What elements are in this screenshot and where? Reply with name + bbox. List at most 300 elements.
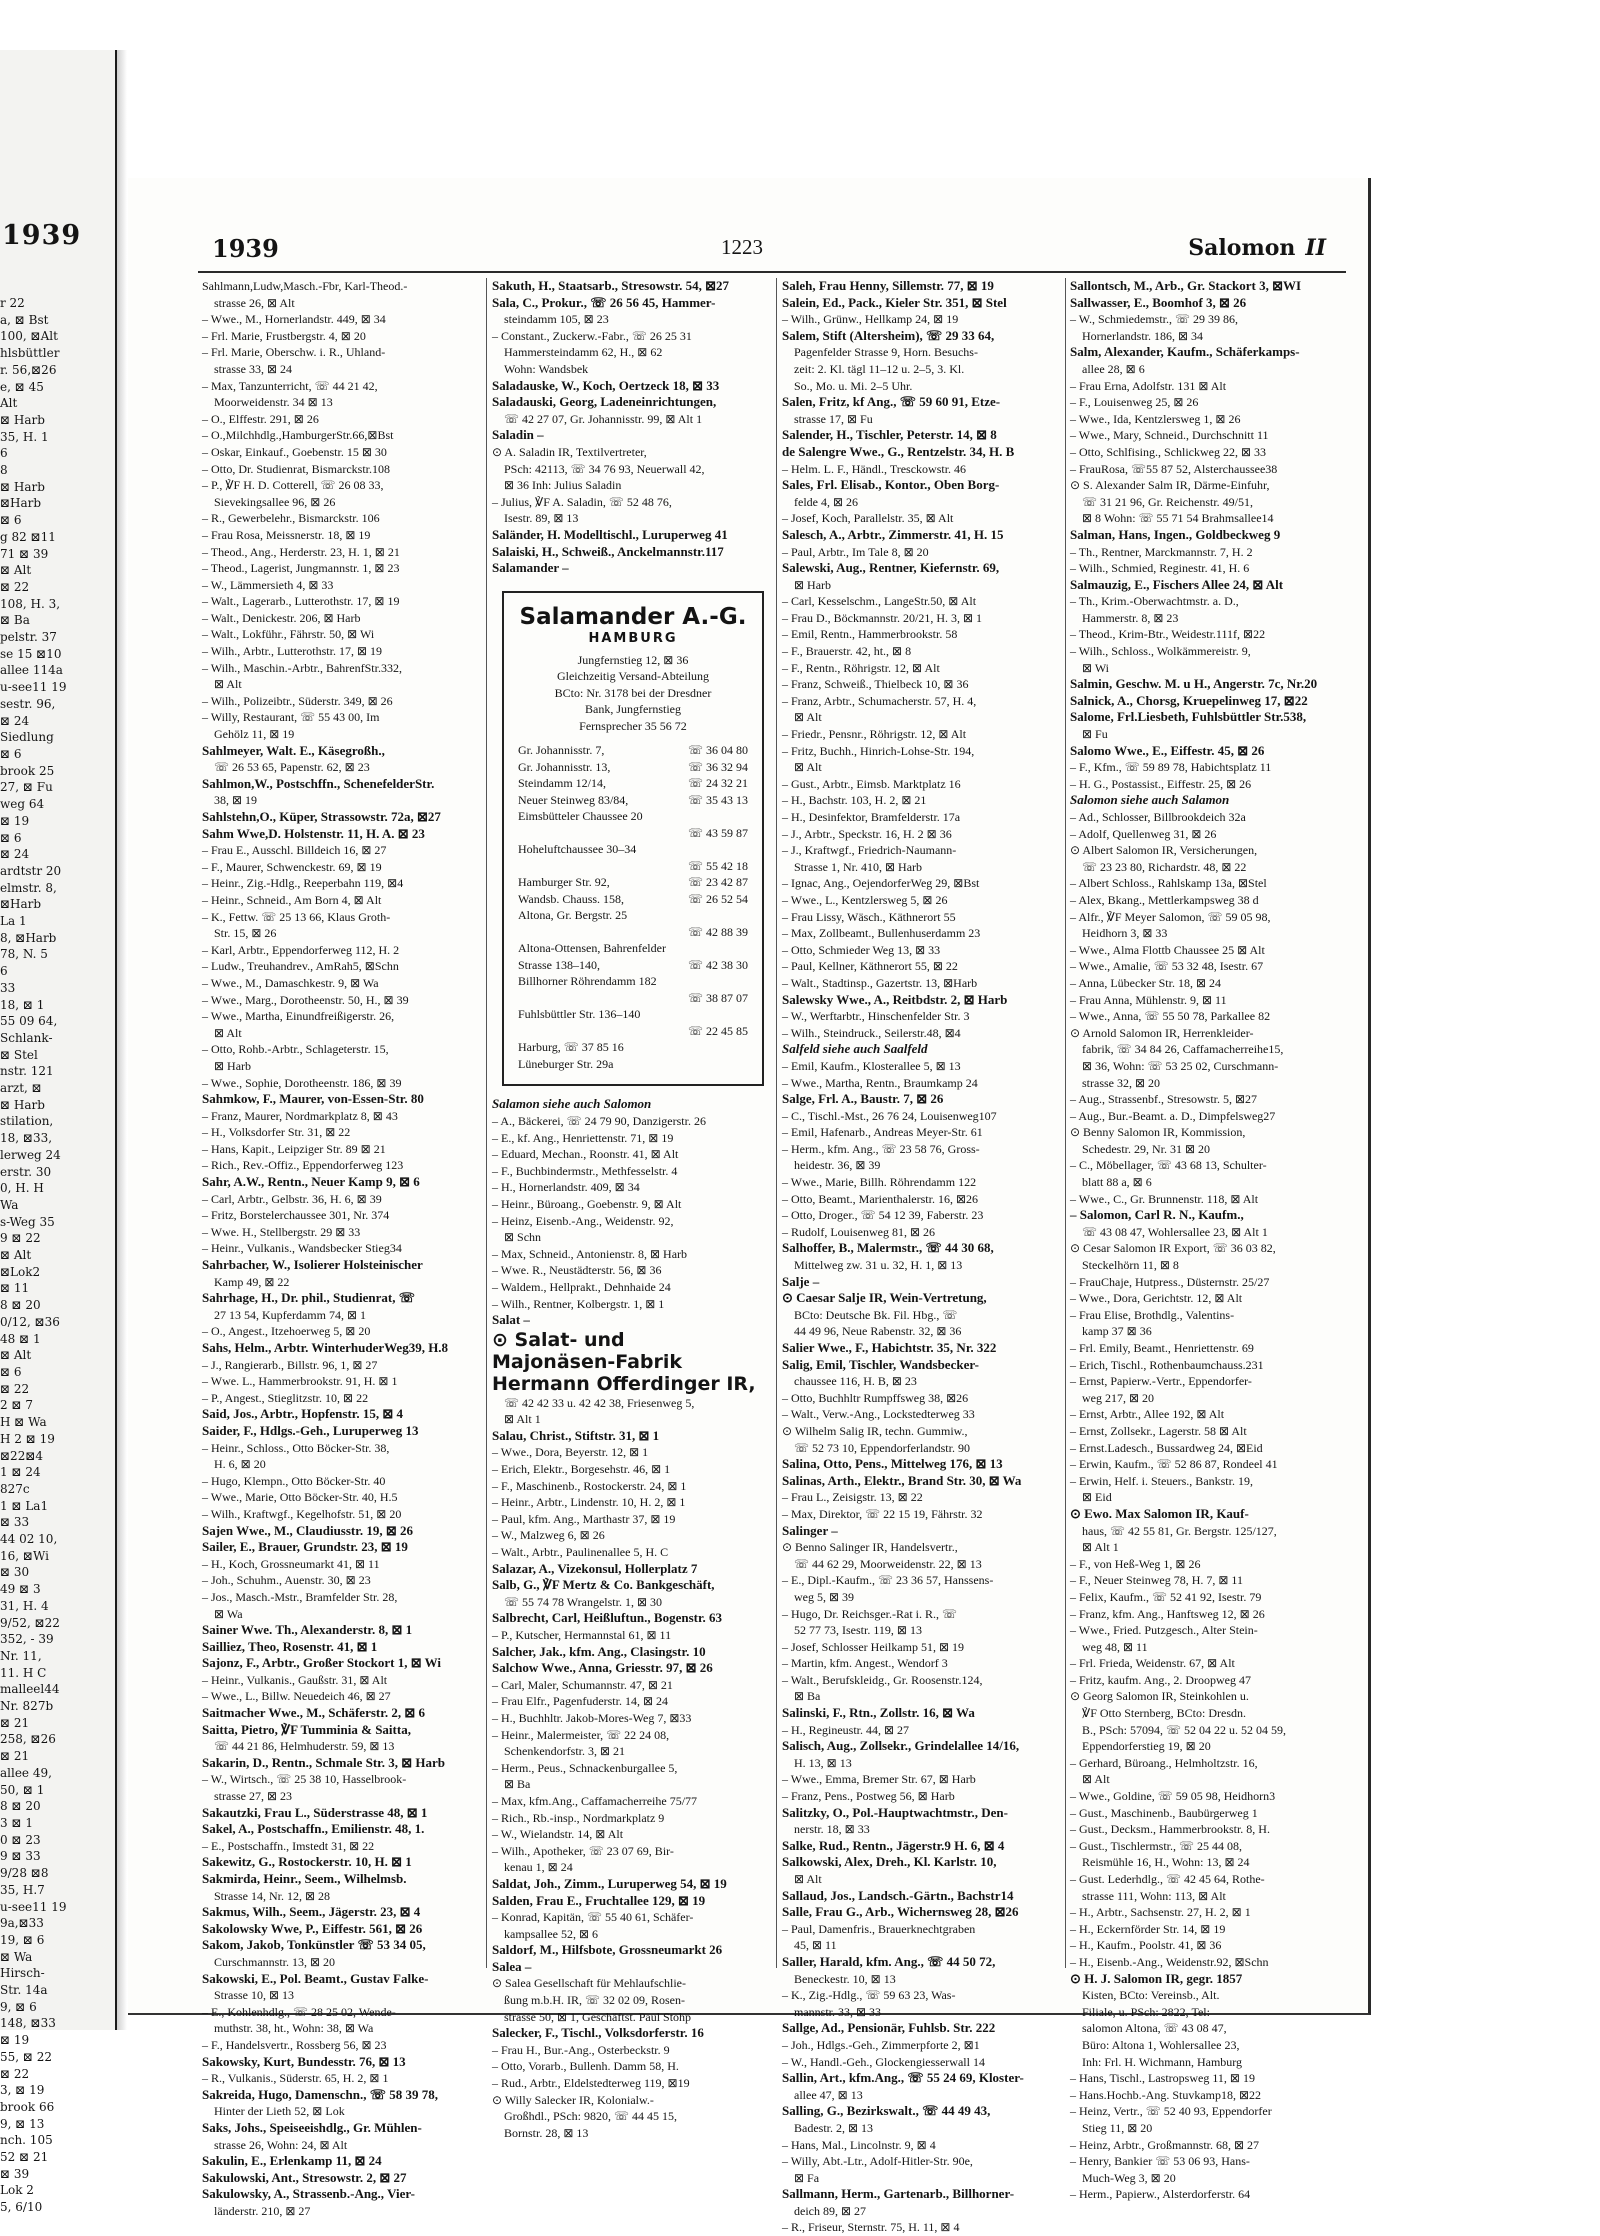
previous-page-line: ⊠ Ba: [0, 613, 30, 628]
directory-entry: Saller, Harald, kfm. Ang., ☏ 44 50 72,: [782, 1953, 996, 1969]
directory-entry: de Salengre Wwe., G., Rentzelstr. 34, H. B: [782, 443, 1015, 459]
previous-page-line: 8, ⊠Harb: [0, 930, 57, 945]
directory-entry: Salitzky, O., Pol.-Hauptwachtmstr., Den-: [782, 1804, 1008, 1820]
previous-page-line: e, ⊠ 45: [0, 379, 44, 394]
directory-entry: – Wwe., Emma, Bremer Str. 67, ⊠ Harb: [782, 1772, 976, 1787]
directory-entry: – Heinr., Vulkanis., Gaußstr. 31, ⊠ Alt: [202, 1672, 388, 1687]
directory-entry: – Frau Anna, Mühlenstr. 9, ⊠ 11: [1070, 992, 1227, 1007]
directory-entry: – Ernst, Arbtr., Allee 192, ⊠ Alt: [1070, 1407, 1225, 1422]
directory-entry: Sakulowski, Ant., Stresowstr. 2, ⊠ 27: [202, 2169, 407, 2185]
directory-entry: Salaiski, H., Schweiß., Anckelmannstr.117: [492, 543, 724, 559]
directory-entry: – Walt., Verw.-Ang., Lockstedterweg 33: [782, 1407, 975, 1422]
directory-entry: Salea –: [492, 1958, 532, 1974]
directory-entry: – Heinr., Arbtr., Lindenstr. 10, H. 2, ⊠ 1: [492, 1495, 686, 1510]
ad-branch-row: [514, 973, 752, 990]
directory-entry: – Frau Erna, Adolfstr. 131 ⊠ Alt: [1070, 378, 1227, 393]
directory-entry: – H., Regineustr. 44, ⊠ 27: [782, 1722, 910, 1737]
column-divider: [1065, 278, 1066, 1968]
ad-branch-address: Billhorner Röhrendamm 182: [518, 974, 657, 989]
previous-page-line: erstr. 30: [0, 1164, 52, 1179]
column-3: [782, 278, 1060, 2235]
directory-entry: – K., Zig.-Hdlg., ☏ 59 63 23, Was-: [782, 1988, 956, 2003]
directory-entry-continuation: felde 4, ⊠ 26: [794, 494, 859, 509]
ad-branch-row: [514, 957, 752, 974]
directory-entry: – Jos., Masch.-Mstr., Bramfelder Str. 28,: [202, 1589, 398, 1604]
previous-page-line: brook 66: [0, 2099, 55, 2114]
directory-entry: – Heinz, Arbtr., Großmannstr. 68, ⊠ 27: [1070, 2137, 1260, 2152]
directory-entry: – Gust., Tischlermstr., ☏ 25 44 08,: [1070, 1838, 1243, 1853]
directory-entry: – P., Kutscher, Hermannstal 61, ⊠ 11: [492, 1628, 672, 1642]
directory-entry: – Otto, Rohb.-Arbtr., Schlageterstr. 15,: [202, 1042, 389, 1057]
directory-entry-continuation: ⊠ 36, Wohn: ☏ 53 25 02, Curschmann-: [1082, 1058, 1279, 1073]
directory-entry: Sakautzki, Frau L., Süderstrasse 48, ⊠ 1: [202, 1804, 428, 1820]
directory-entry: Salden, Frau E., Fruchtallee 129, ⊠ 19: [492, 1892, 706, 1908]
directory-entry: – Walt., Denickestr. 206, ⊠ Harb: [202, 610, 361, 625]
directory-entry: – Heinr., Schloss., Otto Böcker-Str. 38,: [202, 1440, 390, 1455]
directory-entry: Sakarin, D., Rentn., Schmale Str. 3, ⊠ Harb: [202, 1754, 445, 1770]
ad-branch-address: Harburg, ☏ 37 85 16: [518, 1040, 624, 1055]
directory-entry: – Wwe., L., Billw. Neuedeich 46, ⊠ 27: [202, 1689, 391, 1704]
ad-branch-phone: ☏ 43 59 87: [687, 825, 748, 840]
directory-entry-continuation: ☏ 43 08 47, Wohlersallee 23, ⊠ Alt 1: [1082, 1224, 1268, 1239]
ad-branch-phone: ☏ 23 42 87: [687, 875, 748, 890]
directory-entry: Salau, Christ., Stiftstr. 31, ⊠ 1: [492, 1427, 660, 1443]
directory-entry-continuation: strasse 27, ⊠ 23: [214, 1789, 293, 1804]
directory-entry: Saks, Johs., Speiseeishdlg., Gr. Mühlen-: [202, 2119, 422, 2135]
previous-page-line: 5, 6/10: [0, 2200, 43, 2215]
directory-entry-continuation: Badestr. 2, ⊠ 13: [794, 2120, 874, 2135]
ad-title: Salamander A.-G.: [519, 603, 747, 630]
ad-branch-row: [514, 858, 752, 875]
previous-page-line: ⊠ 24: [0, 713, 30, 728]
directory-entry-continuation: Sievekingsallee 96, ⊠ 26: [214, 494, 336, 509]
directory-entry-continuation: Moorweidenstr. 34 ⊠ 13: [214, 395, 333, 410]
directory-entry: – H., Eisenb.-Ang., Weidenstr.92, ⊠Schn: [1070, 1954, 1269, 1969]
directory-entry: Sallin, Art., kfm.Ang., ☏ 55 24 69, Kloster-: [782, 2070, 1024, 2086]
directory-entry: – Aug., Strassenbf., Stresowstr. 5, ⊠27: [1070, 1092, 1258, 1107]
previous-page-line: ⊠Harb: [0, 496, 42, 511]
directory-entry: – Joh., Hdlgs.-Geh., Zimmerpforte 2, ⊠1: [782, 2037, 980, 2052]
previous-page-line: ⊠ Alt: [0, 563, 32, 578]
ad-branch-address: Gr. Johannisstr. 13,: [518, 759, 611, 774]
directory-entry: – R., Friseur, Sternstr. 75, H. 11, ⊠ 4: [782, 2220, 960, 2235]
directory-entry: – Franz, kfm. Ang., Hanftsweg 12, ⊠ 26: [1070, 1606, 1265, 1621]
column-divider: [776, 278, 777, 1968]
directory-entry: Salb, G., ℣F Mertz & Co. Bankgeschäft,: [492, 1577, 715, 1593]
directory-entry: – FrauChaje, Hutpress., Düsternstr. 25/27: [1070, 1274, 1270, 1289]
ad-branch-phone: ☏ 36 32 94: [687, 759, 748, 774]
directory-entry: Salisch, Aug., Zollsekr., Grindelallee 14/16,: [782, 1738, 1020, 1754]
directory-entry-continuation: Hinter der Lieth 52, ⊠ Lok: [214, 2104, 345, 2119]
directory-entry: – Theod., Lagerist, Jungmannstr. 1, ⊠ 23: [202, 561, 400, 576]
directory-entry: – E., Dipl.-Kaufm., ☏ 23 36 57, Hanssens-: [782, 1573, 994, 1588]
directory-entry: – Emil, Rentn., Hammerbrookstr. 58: [782, 627, 958, 642]
directory-entry: Sallmann, Herm., Gartenarb., Billhorner-: [782, 2186, 1015, 2202]
directory-entry: – Emil, Kaufm., Klosterallee 5, ⊠ 13: [782, 1058, 961, 1073]
directory-entry-continuation: zeit: 2. Kl. tägl 11–12 u. 2–5, 3. Kl.: [794, 361, 965, 376]
directory-entry: Saladauski, Georg, Ladeneinrichtungen,: [492, 394, 717, 410]
directory-entry: – F., Brauerstr. 42, ht., ⊠ 8: [782, 644, 912, 659]
previous-page-line: ⊠ 11: [0, 1281, 30, 1296]
directory-entry: – Wilh., Grünw., Hellkamp 24, ⊠ 19: [782, 312, 959, 327]
previous-page-line: 31, H. 4: [0, 1598, 49, 1613]
directory-entry: – Willy, Restaurant, ☏ 55 43 00, Im: [202, 710, 380, 725]
directory-entry: – Max, Direktor, ☏ 22 15 19, Fährstr. 32: [782, 1506, 983, 1521]
ad-text-line: BCto: Nr. 3178 bei der Dresdner: [554, 685, 712, 700]
directory-entry: – F., Maschinenb., Rostockerstr. 24, ⊠ 1: [492, 1478, 687, 1493]
directory-entry-continuation: Bornstr. 28, ⊠ 13: [504, 2125, 589, 2140]
directory-entry: Saitta, Pietro, ℣F Tumminia & Saitta,: [202, 1721, 411, 1737]
directory-entry-continuation: Inh: Frl. H. Wichmann, Hamburg: [1082, 2054, 1243, 2069]
directory-entry: – Otto, Dr. Studienrat, Bismarckstr.108: [202, 461, 390, 476]
directory-entry: – H., Bachstr. 103, H. 2, ⊠ 21: [782, 793, 927, 808]
ad-branch-row: [514, 990, 752, 1007]
directory-entry: – H. G., Postassist., Eiffestr. 25, ⊠ 26: [1070, 776, 1252, 791]
directory-entry: – Wilh., Schloss., Wolkämmereistr. 9,: [1070, 644, 1251, 659]
running-head: [1188, 235, 1326, 261]
directory-entry: Salier Wwe., F., Habichtstr. 35, Nr. 322: [782, 1340, 997, 1355]
ad-branch-phone: ☏ 24 32 21: [687, 776, 748, 791]
directory-entry: – Martin, kfm. Angest., Wendorf 3: [782, 1656, 948, 1671]
directory-entry: – W., Schmiedemstr., ☏ 29 39 86,: [1070, 312, 1239, 327]
directory-entry: ⊙ Salea Gesellschaft für Mehlaufschlie-: [492, 1976, 686, 1991]
directory-entry: – Max, Schneid., Antonienstr. 8, ⊠ Harb: [492, 1246, 688, 1261]
directory-entry-continuation: strasse 33, ⊠ 24: [214, 361, 293, 376]
previous-page-line: 18, ⊠33,: [0, 1131, 53, 1146]
ad-branch-row: [514, 742, 752, 759]
previous-page-line: allee 49,: [0, 1765, 52, 1780]
directory-entry: – Hans, Tischl., Lastropsweg 11, ⊠ 19: [1070, 2071, 1255, 2086]
directory-entry: – Carl, Kesselschm., LangeStr.50, ⊠ Alt: [782, 594, 977, 609]
directory-entry: Sahlstehn,O., Küper, Strassowstr. 72a, ⊠27: [202, 809, 441, 824]
ad-branch-row: [514, 1039, 752, 1056]
directory-entry: – Wwe., Dora, Gerichtstr. 12, ⊠ Alt: [1070, 1291, 1243, 1306]
directory-entry-continuation: ⊠ Alt: [214, 1025, 242, 1040]
previous-page-line: se 15 ⊠10: [0, 646, 62, 661]
directory-entry-continuation: Pagenfelder Strasse 9, Horn. Besuchs-: [794, 345, 978, 360]
directory-entry-continuation: ⊠ 8 Wohn: ☏ 55 71 54 Brahmsallee14: [1082, 511, 1274, 526]
ad-branch-address: Wandsb. Chauss. 158,: [518, 891, 625, 906]
directory-entry: – Julius, ℣F A. Saladin, ☏ 52 48 76,: [492, 494, 672, 509]
directory-entry: ⊙ Albert Salomon IR, Versicherungen,: [1070, 843, 1258, 858]
directory-entry: – H., Eckernförder Str. 14, ⊠ 19: [1070, 1921, 1226, 1936]
directory-entry: – Herm., Papierw., Alsterdorferstr. 64: [1070, 2187, 1251, 2202]
directory-entry-continuation: weg 48, ⊠ 11: [1082, 1639, 1148, 1654]
directory-entry-continuation: allee 47, ⊠ 13: [794, 2087, 863, 2102]
directory-entry: Sahs, Helm., Arbtr. WinterhuderWeg39, H.8: [202, 1340, 449, 1355]
directory-entry-continuation: allee 28, ⊠ 6: [1082, 361, 1145, 376]
directory-entry-continuation: PSch: 42113, ☏ 34 76 93, Neuerwall 42,: [504, 461, 705, 476]
directory-entry-continuation: ☏ 42 27 07, Gr. Johannisstr. 99, ⊠ Alt 1: [504, 411, 703, 426]
directory-entry-continuation: ⊠ Schn: [504, 1230, 542, 1245]
directory-entry: Salomo Wwe., E., Eiffestr. 45, ⊠ 26: [1070, 742, 1265, 758]
directory-entry-continuation: strasse 26, ⊠ Alt: [214, 295, 295, 310]
directory-entry: – Frl. Marie, Frustbergstr. 4, ⊠ 20: [202, 328, 366, 343]
previous-page-line: 78, N. 5: [0, 947, 48, 962]
directory-entry: – J., Kraftwgf., Friedrich-Naumann-: [782, 843, 957, 858]
directory-entry: – Max, Tanzunterricht, ☏ 44 21 42,: [202, 378, 378, 393]
directory-entry: – Wilh., Polizeibtr., Süderstr. 349, ⊠ 26: [202, 693, 393, 708]
directory-entry: Salling, G., Bezirkswalt., ☏ 44 49 43,: [782, 2103, 991, 2119]
directory-entry: Salen, Fritz, kf Ang., ☏ 59 60 91, Etze-: [782, 394, 1001, 410]
previous-page-line: ⊠ Harb: [0, 1097, 45, 1112]
directory-entry-continuation: nerstr. 18, ⊠ 33: [794, 1822, 870, 1837]
directory-entry: – Heinr., Schneid., Am Born 4, ⊠ Alt: [202, 892, 382, 907]
directory-entry: – Oskar, Einkauf., Goebenstr. 15 ⊠ 30: [202, 444, 387, 459]
ad-branch-phone: ☏ 42 88 39: [687, 924, 748, 939]
directory-entry: Salomon siehe auch Salamon: [1070, 792, 1230, 808]
directory-entry: – Otto, Vorarb., Bullenh. Damm 58, H.: [492, 2059, 679, 2074]
directory-entry-continuation: ⊠ Wi: [1082, 660, 1110, 675]
previous-page-line: ardtstr 20: [0, 863, 62, 878]
directory-entry: – Wilh., Arbtr., Lutterothstr. 17, ⊠ 19: [202, 644, 383, 659]
directory-entry: Salender, H., Tischler, Peterstr. 14, ⊠ 8: [782, 427, 997, 443]
directory-entry-continuation: strasse 111, Wohn: 113, ⊠ Alt: [1082, 1888, 1226, 1903]
directory-entry: – Heinr., Malermeister, ☏ 22 24 08,: [492, 1727, 670, 1742]
directory-entry: Saider, F., Hdlgs.-Geh., Luruperweg 13: [202, 1422, 419, 1438]
directory-entry: Salamander –: [492, 560, 569, 576]
directory-entry: – Heinz, Vertr., ☏ 52 40 93, Eppendorfer: [1070, 2104, 1272, 2119]
directory-entry: Salnick, A., Chorsg, Kruepelinweg 17, ⊠22: [1070, 692, 1308, 708]
ad-branch-address: Lüneburger Str. 29a: [518, 1056, 614, 1071]
directory-entry-continuation: Heidhorn 3, ⊠ 33: [1082, 926, 1168, 941]
directory-entry: – K., Fettw. ☏ 25 13 66, Klaus Groth-: [202, 909, 391, 924]
directory-entry: – Heinr., Büroang., Goebenstr. 9, ⊠ Alt: [492, 1196, 682, 1211]
directory-entry: Salewsky Wwe., A., Reitbdstr. 2, ⊠ Harb: [782, 991, 1008, 1007]
salamander-advertisement: [502, 591, 764, 1087]
directory-entry-continuation: Hammerstr. 8, ⊠ 23: [1082, 610, 1179, 625]
directory-entry: – Wilh., Maschin.-Arbtr., BahrenfStr.332,: [202, 660, 402, 675]
previous-page-line: 71 ⊠ 39: [0, 546, 49, 561]
directory-entry-continuation: ßung m.b.H. IR, ☏ 32 02 09, Rosen-: [504, 1993, 686, 2008]
directory-entry: – Otto, Droger., ☏ 54 12 39, Faberstr. 23: [782, 1208, 984, 1223]
directory-entry: Saldat, Joh., Zimm., Luruperweg 54, ⊠ 19: [492, 1875, 727, 1891]
directory-entry-continuation: Steckelhörn 11, ⊠ 8: [1082, 1258, 1179, 1273]
directory-entry: – Wilh., Kraftwgf., Kegelhofstr. 51, ⊠ 20: [202, 1506, 402, 1521]
previous-page-line: ⊠ Harb: [0, 412, 45, 427]
previous-page-line: 0 ⊠ 23: [0, 1832, 41, 1847]
directory-entry-continuation: ☏ 31 21 96, Gr. Reichenstr. 49/51,: [1082, 494, 1253, 509]
directory-entry: Sahlmeyer, Walt. E., Käsegroßh.,: [202, 742, 385, 758]
previous-page-line: ⊠ 21: [0, 1715, 30, 1730]
directory-entry-continuation: ⊠ Alt 1: [504, 1412, 541, 1427]
directory-entry: – Theod., Ang., Herderstr. 23, H. 1, ⊠ 21: [202, 544, 400, 559]
previous-page-line: stilation,: [0, 1114, 54, 1129]
directory-entry-continuation: ☏ 44 62 29, Moorweidenstr. 22, ⊠ 13: [794, 1556, 982, 1571]
ad-branch-row: [514, 759, 752, 776]
previous-page-strip: [0, 50, 117, 2215]
directory-entry: – Wwe., Goldine, ☏ 59 05 98, Heidhorn3: [1070, 1789, 1276, 1804]
column-1: [202, 278, 480, 2218]
column-divider: [486, 278, 487, 1968]
directory-entry: – Wilh., Rentner, Kolbergstr. 1, ⊠ 1: [492, 1296, 665, 1311]
previous-page-line: ⊠Harb: [0, 897, 42, 912]
directory-entry: ⊙ Benno Salinger IR, Handelsvertr.,: [782, 1540, 958, 1555]
directory-entry-continuation: Reismühle 16, H., Wohn: 13, ⊠ 24: [1082, 1855, 1250, 1870]
previous-page-line: malleel44: [0, 1682, 60, 1697]
directory-entry: – Th., Rentner, Marckmannstr. 7, H. 2: [1070, 544, 1253, 559]
directory-entry: Salewski, Aug., Rentner, Kiefernstr. 69,: [782, 560, 1000, 576]
previous-page-line: Str. 14a: [0, 1983, 48, 1998]
directory-entry: – W., Lämmersieth 4, ⊠ 33: [202, 577, 334, 592]
previous-page-line: 9, ⊠ 6: [0, 1999, 37, 2014]
directory-entry: – Wwe., M., Hornerlandstr. 449, ⊠ 34: [202, 312, 386, 327]
previous-page-line: 49 ⊠ 3: [0, 1582, 41, 1597]
directory-entry: – Fritz, Buchh., Hinrich-Lohse-Str. 194,: [782, 743, 975, 758]
directory-entry: – F., Neuer Steinweg 78, H. 7, ⊠ 11: [1070, 1573, 1243, 1588]
directory-entry: – Otto, Schlfising., Schlickweg 22, ⊠ 33: [1070, 444, 1267, 459]
ad-branch-phone: ☏ 55 42 18: [687, 858, 748, 873]
directory-entry: Sales, Frl. Elisab., Kontor., Oben Borg-: [782, 477, 1000, 493]
previous-page-line: ⊠ Alt: [0, 1248, 32, 1263]
directory-entry-continuation: Gehölz 11, ⊠ 19: [214, 727, 295, 742]
directory-entry: – Adolf, Quellenweg 31, ⊠ 26: [1070, 826, 1217, 841]
previous-page-line: ⊠ Stel: [0, 1047, 38, 1062]
directory-entry: – E., Kohlenhdlg., ☏ 28 25 02, Wende-: [202, 2004, 396, 2019]
directory-entry: – Wwe., C., Gr. Brunnenstr. 118, ⊠ Alt: [1070, 1191, 1259, 1206]
ad-branch-address: Hamburger Str. 92,: [518, 875, 610, 890]
directory-entry-continuation: strasse 17, ⊠ Fu: [794, 411, 873, 426]
previous-page-line: lerweg 24: [0, 1147, 61, 1162]
header-year: 1939: [212, 234, 279, 263]
previous-page-line: u-see11 19: [0, 1899, 67, 1914]
directory-entry: – Frl. Emily, Beamt., Henriettenstr. 69: [1070, 1341, 1254, 1355]
directory-entry: – Salomon, Carl R. N., Kaufm.,: [1070, 1207, 1244, 1223]
directory-entry: – Paul, Kellner, Käthnerort 55, ⊠ 22: [782, 959, 958, 974]
directory-entry-continuation: ⊠ Wa: [214, 1606, 243, 1621]
directory-entry-continuation: 27 13 54, Kupferdamm 74, ⊠ 1: [214, 1307, 367, 1322]
directory-entry: – W., Werftarbtr., Hinschenfelder Str. 3: [782, 1009, 970, 1024]
directory-entry-continuation: Schedestr. 29, Nr. 31 ⊠ 20: [1082, 1141, 1211, 1156]
directory-entry: – Wwe., Martha, Einundfreißigerstr. 26,: [202, 1009, 395, 1024]
directory-entry: – W., Wirtsch., ☏ 25 38 10, Hasselbrook-: [202, 1772, 407, 1787]
ad-text-line: Fernsprecher 35 56 72: [579, 718, 687, 733]
previous-page-line: 35, H.7: [0, 1882, 45, 1897]
ad-text-line: Jungfernstieg 12, ⊠ 36: [577, 652, 689, 667]
directory-entry: – Theod., Krim-Btr., Weidestr.111f, ⊠22: [1070, 627, 1266, 642]
directory-entry: – H., Hornerlandstr. 409, ⊠ 34: [492, 1180, 640, 1195]
previous-page-line: allee 114a: [0, 663, 63, 678]
previous-page-line: ⊠ 19: [0, 813, 30, 828]
directory-entry: Sahmkow, F., Maurer, von-Essen-Str. 80: [202, 1091, 424, 1107]
directory-entry: Sakel, A., Postschaffn., Emilienstr. 48, 1.: [202, 1821, 425, 1837]
ad-branch-address: Fuhlsbüttler Str. 136–140: [518, 1007, 641, 1022]
previous-page-line: 3 ⊠ 1: [0, 1815, 33, 1830]
previous-page-line: ⊠ 22: [0, 2066, 30, 2081]
column-4: [1070, 278, 1348, 2202]
directory-entry: – Friedr., Pensnr., Röhrigstr. 12, ⊠ Alt: [782, 727, 967, 742]
directory-entry: – Wwe. R., Neustädterstr. 56, ⊠ 36: [492, 1263, 662, 1278]
directory-entry: – J., Arbtr., Speckstr. 16, H. 2 ⊠ 36: [782, 826, 952, 841]
previous-page-line: H 2 ⊠ 19: [0, 1431, 55, 1446]
directory-entry: Salke, Rud., Rentn., Jägerstr.9 H. 6, ⊠ 4: [782, 1837, 1005, 1853]
previous-page-line: sestr. 96,: [0, 696, 56, 711]
directory-entry-continuation: ☏ 42 42 33 u. 42 42 38, Friesenweg 5,: [504, 1395, 695, 1410]
directory-entry-continuation: Filiale, u. PSch: 2822, Tel:: [1082, 2004, 1210, 2019]
directory-entry: – Emil, Hafenarb., Andreas Meyer-Str. 61: [782, 1125, 983, 1140]
directory-entry-continuation: steindamm 105, ⊠ 23: [504, 312, 609, 327]
directory-entry: Said, Jos., Arbtr., Hopfenstr. 15, ⊠ 4: [202, 1406, 403, 1422]
directory-entry: – Walt., Berufskleidg., Gr. Roosenstr.124,: [782, 1672, 983, 1687]
directory-entry: Salm, Alexander, Kaufm., Schäferkamps-: [1070, 344, 1300, 360]
running-head-roman: II: [1305, 235, 1326, 261]
ad-branch-row: [514, 775, 752, 792]
directory-entry: – Gust. Lederhdlg., ☏ 42 45 64, Rothe-: [1070, 1872, 1265, 1886]
directory-entry-continuation: kampsallee 52, ⊠ 6: [504, 1926, 599, 1941]
directory-entry: – Josef, Koch, Parallelstr. 35, ⊠ Alt: [782, 511, 954, 526]
directory-entry-continuation: Schenkendorfstr. 3, ⊠ 21: [504, 1744, 626, 1759]
directory-entry: Sakuth, H., Staatsarb., Stresowstr. 54, ⊠27: [492, 278, 729, 293]
directory-entry-continuation: ⊠ Alt: [794, 760, 822, 775]
previous-page-line: 2 ⊠ 7: [0, 1398, 33, 1413]
directory-entry: Salbrecht, Carl, Heißluftun., Bogenstr. 63: [492, 1610, 723, 1626]
directory-entry: ⊙ Cesar Salomon IR Export, ☏ 36 03 82,: [1070, 1241, 1276, 1256]
page-header: [128, 178, 1368, 268]
directory-entry-continuation: Büro: Altona 1, Wohlersallee 23,: [1082, 2037, 1240, 2052]
directory-entry: – Ad., Schlosser, Billbrookdeich 32a: [1070, 810, 1246, 824]
directory-entry: Sajen Wwe., M., Claudiusstr. 19, ⊠ 26: [202, 1522, 413, 1538]
directory-entry: Sala, C., Prokur., ☏ 26 56 45, Hammer-: [492, 294, 716, 310]
directory-entry: – Joh., Schuhm., Auenstr. 30, ⊠ 23: [202, 1573, 371, 1588]
directory-entry: ⊙ H. J. Salomon IR, gegr. 1857: [1070, 1970, 1243, 1986]
directory-entry: – Herm., kfm. Ang., ☏ 23 58 76, Gross-: [782, 1141, 980, 1156]
directory-entry: – Alex, Bkang., Mettlerkampsweg 38 d: [1070, 892, 1259, 907]
directory-entry: Salge, Frl. A., Baustr. 7, ⊠ 26: [782, 1091, 944, 1107]
directory-entry: – F., Buchbindermstr., Methfesselstr. 4: [492, 1163, 678, 1178]
directory-entry: – Erich, Elektr., Borgesehstr. 46, ⊠ 1: [492, 1462, 671, 1477]
directory-entry: – Ernst, Zollsekr., Lagerstr. 58 ⊠ Alt: [1070, 1423, 1247, 1438]
directory-entry-continuation: Hornerlandstr. 186, ⊠ 34: [1082, 328, 1204, 343]
directory-entry: – Wilh., Steindruck., Seilerstr.48, ⊠4: [782, 1025, 961, 1040]
directory-entry: ⊙ Caesar Salje IR, Wein-Vertretung,: [782, 1290, 987, 1306]
previous-page-line: 0, H. H: [0, 1181, 44, 1196]
directory-entry: Saleh, Frau Henny, Sillemstr. 77, ⊠ 19: [782, 278, 994, 293]
directory-entry-continuation: 52 77 73, Isestr. 119, ⊠ 13: [794, 1623, 922, 1638]
directory-entry: – Wwe. H., Stellbergstr. 29 ⊠ 33: [202, 1224, 361, 1239]
previous-page-line: 6: [0, 964, 8, 979]
directory-entry: – Erwin, Kaufm., ☏ 52 86 87, Rondeel 41: [1070, 1457, 1278, 1472]
directory-entry: – Wilh., Apotheker, ☏ 23 07 69, Bir-: [492, 1843, 674, 1858]
directory-entry: – A., Bäckerei, ☏ 24 79 90, Danzigerstr. 26: [492, 1113, 706, 1128]
directory-entry: Salmin, Geschw. M. u H., Angerstr. 7c, Nr.20: [1070, 676, 1318, 692]
previous-page-line: 108, H. 3,: [0, 596, 61, 611]
ad-branch-row: [514, 891, 752, 908]
directory-entry-continuation: Hammersteindamm 62, H., ⊠ 62: [504, 345, 663, 360]
directory-entry: Sallontsch, M., Arb., Gr. Stackort 3, ⊠WI: [1070, 278, 1302, 293]
previous-page-line: 44 02 10,: [0, 1532, 58, 1547]
directory-entry: – Otto, Schmieder Weg 13, ⊠ 33: [782, 942, 941, 957]
directory-entry: – Henry, Bankier ☏ 53 06 93, Hans-: [1070, 2154, 1250, 2169]
ad-branch-address: Hoheluftchaussee 30–34: [518, 842, 637, 857]
directory-entry: – O., Elffestr. 291, ⊠ 26: [202, 411, 319, 426]
directory-entry: Sahlmon,W., Postschffn., SchenefelderStr.: [202, 775, 435, 791]
directory-entry: Sakulin, E., Erlenkamp 11, ⊠ 24: [202, 2153, 382, 2169]
ad-branch-row: [514, 874, 752, 891]
directory-entry: – Max, kfm.Ang., Caffamacherreihe 75/77: [492, 1793, 698, 1808]
directory-entry: Sakmirda, Heinr., Seem., Wilhelmsb.: [202, 1871, 407, 1886]
directory-entry: – Ernst.Ladesch., Bussardweg 24, ⊠Eid: [1070, 1440, 1263, 1455]
ad-text-line: Bank, Jungfernstieg: [585, 702, 681, 717]
directory-entry: ⊙ S. Alexander Salm IR, Därme-Einfuhr,: [1070, 478, 1270, 493]
previous-page-line: 18, ⊠ 1: [0, 997, 45, 1012]
directory-entry-continuation: B., PSch: 57094, ☏ 52 04 22 u. 52 04 59,: [1082, 1722, 1287, 1737]
directory-entry-continuation: Isestr. 89, ⊠ 13: [504, 511, 579, 526]
directory-entry-continuation: Much-Weg 3, ⊠ 20: [1082, 2170, 1176, 2185]
directory-entry: Salecker, F., Tischl., Volksdorferstr. 16: [492, 2025, 704, 2041]
previous-page-line: ⊠ 33: [0, 1515, 30, 1530]
directory-entry: Salem, Stift (Altersheim), ☏ 29 33 64,: [782, 327, 995, 343]
previous-page-line: pelstr. 37: [0, 630, 57, 645]
